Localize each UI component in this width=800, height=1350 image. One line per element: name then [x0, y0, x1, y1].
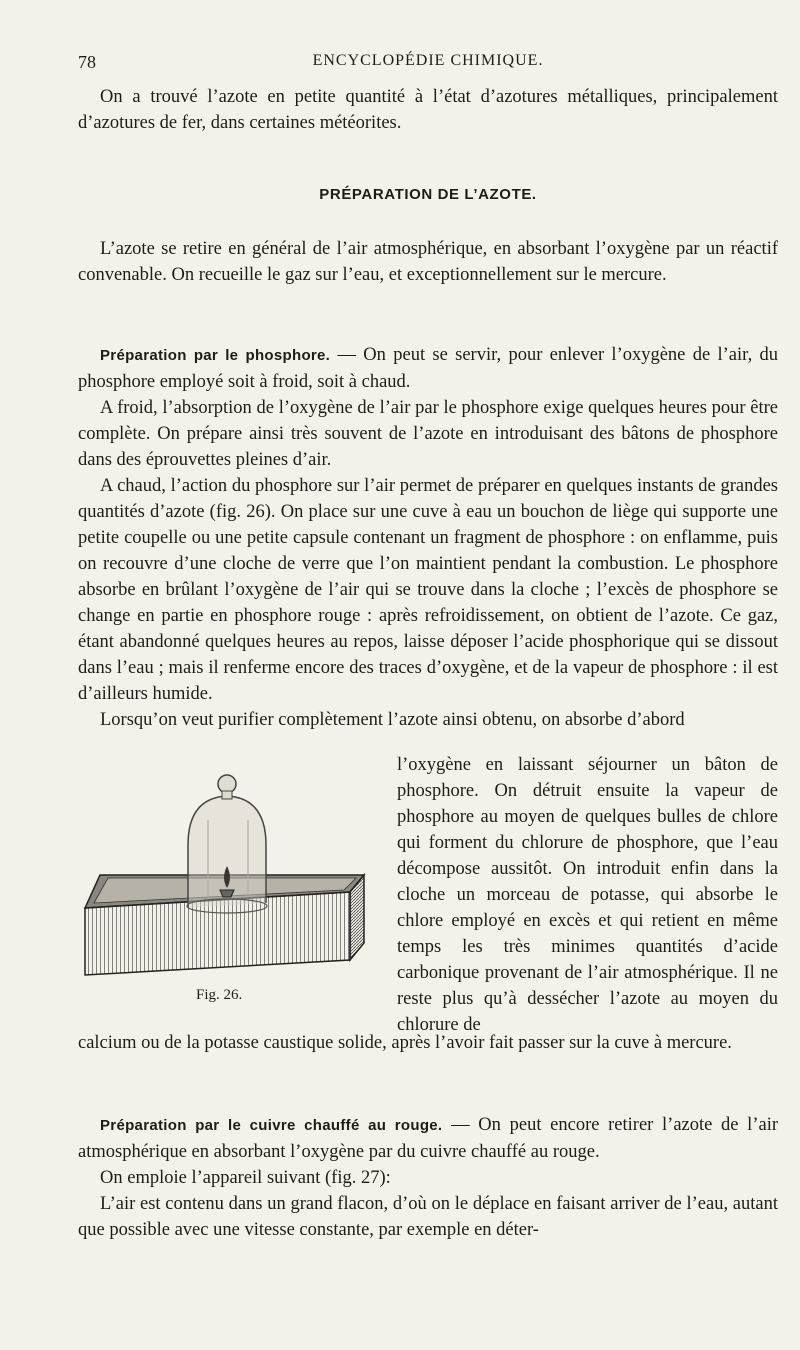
chaud-paragraph: A chaud, l’action du phosphore sur l’air permet de préparer en quelques instants de grandes quantités d’azote (fig. 26). On place sur une cuve à eau un bouchon de liège qui supporte une petite coupelle ou une petite capsule contenant un fragment de phosphore : on enflamme, puis on recouvre d’une cloche de verre que l’on maintient pendant la combustion. Le phosphore absorbe en brûlant l’oxygène de l’air qui se trouve dans la cloche ; l’excès de phosphore se change en partie en phosphore rouge : après refroidissement, on obtient de l’azote. Ce gaz, étant abandonné quelques heures au repos, laisse déposer l’acide phosphorique qui se dissout dans l’eau ; mais il renferme encore des traces d’oxygène, et de la vapeur de phosphore : il est d’ailleurs humide. — [78, 476, 778, 704]
figure-caption: Fig. 26. — [196, 987, 243, 1003]
apparatus-paragraph: On emploie l’appareil suivant (fig. 27): — [100, 1168, 391, 1188]
bell-jar-engraving — [80, 760, 370, 985]
flacon-paragraph: L’air est contenu dans un grand flacon, d’où on le déplace en faisant arriver de l’eau, autant que possible avec une vitesse constante, par exemple en déter- — [78, 1194, 778, 1240]
phosphore-heading: Préparation par le phosphore. — [100, 347, 331, 364]
journal-title: ENCYCLOPÉDIE CHIMIQUE. — [312, 52, 544, 69]
intro-text: On a trouvé l’azote en petite quantité à l’état d’azotures métalliques, principalement d’azotures de fer, dans certaines météorites. — [78, 87, 778, 133]
purify-end-paragraph — [78, 1030, 778, 1056]
page-number: 78 — [78, 52, 96, 72]
figure-bell-jar-illustration — [80, 760, 370, 985]
cuivre-block — [78, 1112, 778, 1243]
froid-paragraph: A froid, l’absorption de l’oxygène de l’air par le phosphore exige quelques heures pour être complète. On prépare ainsi très souvent de l’azote en introduisant des bâtons de phosphore dans des éprouvettes pleines d’air. — [78, 398, 778, 470]
section-lead-paragraph — [78, 236, 778, 288]
cuivre-text: — On peut encore retirer l’azote de l’air atmosphérique en absorbant l’oxygène par du cuivre chauffé au rouge. — [78, 1115, 778, 1162]
cuivre-heading: Préparation par le cuivre chauffé au rouge. — [100, 1117, 443, 1134]
running-head — [78, 52, 778, 76]
section-lead-text: L’azote se retire en général de l’air atmosphérique, en absorbant l’oxygène par un réactif convenable. On recueille le gaz sur l’eau, et exceptionnellement sur le mercure. — [78, 239, 778, 285]
phosphore-paragraph — [78, 342, 778, 395]
purify-lead: Lorsqu’on veut purifier complètement l’azote ainsi obtenu, on absorbe d’abord — [100, 710, 685, 730]
purify-float-text: l’oxygène en laissant séjourner un bâton de phosphore. On détruit ensuite la vapeur de phosphore au moyen de quelques bulles de chlore qui forment du chlorure de phosphore, que l’eau décompose aussitôt. On introduit enfin dans la cloche un morceau de potasse, qui absorbe le chlore employé en excès et qui retient en même temps les très minimes quantités d’acide carbonique provenant de l’air atmosphérique. Il ne reste plus qu’à dessécher l’azote au moyen du chlorure de — [397, 755, 778, 1035]
section-title: PRÉPARATION DE L’AZOTE. — [319, 186, 537, 203]
purify-end-text: calcium ou de la potasse caustique solide, après l’avoir fait passer sur la cuve à mercure. — [78, 1033, 732, 1053]
intro-paragraph — [78, 84, 778, 136]
phosphore-block — [78, 342, 778, 733]
cuivre-paragraph — [78, 1112, 778, 1165]
phosphore-text: — On peut se servir, pour enlever l’oxygène de l’air, du phosphore employé soit à froid, soit à chaud. — [78, 345, 779, 392]
